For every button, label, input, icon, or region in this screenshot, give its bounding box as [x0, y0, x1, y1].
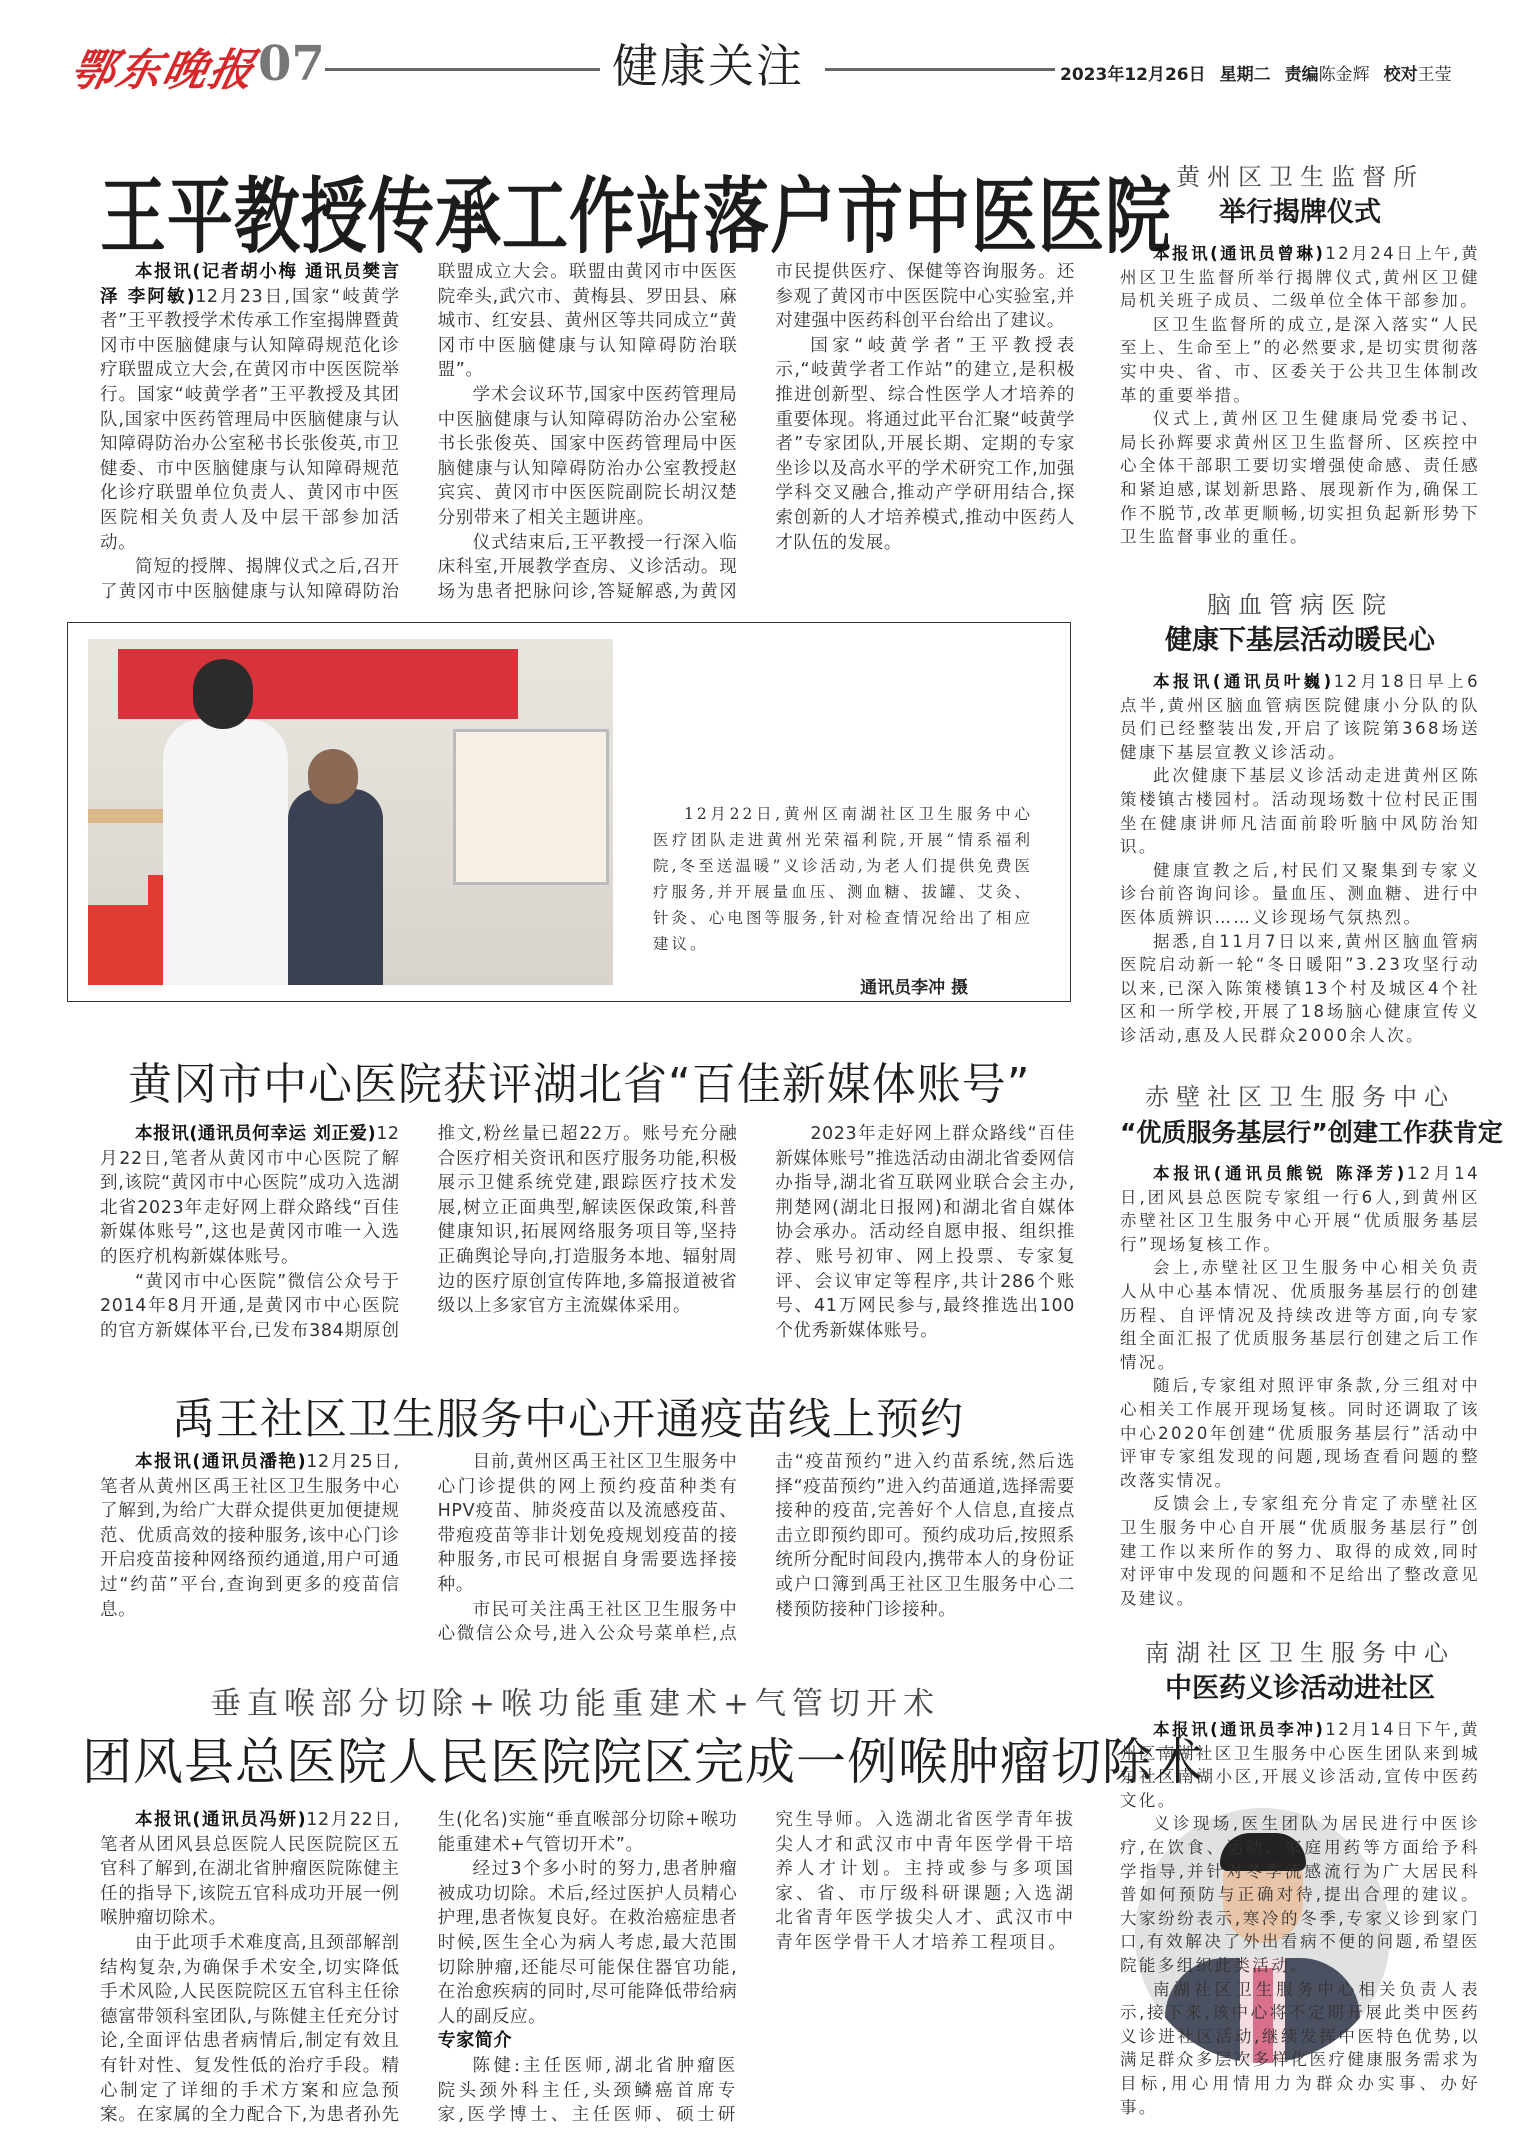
- sidebar-paragraph: 会上,赤壁社区卫生服务中心相关负责人从中心基本情况、优质服务基层行的创建历程、自评情况及持续改进等方面,向专家组全面汇报了优质服务基层行创建之后工作情况。: [1120, 1258, 1480, 1372]
- article2-paragraph: “黄冈市中心医院”微信公众号于2014年8月开通,是黄冈市中心医院的官方新媒体平台,已发布384期原创推文,粉丝量已超22万。账号充分融合医疗相关资讯和医疗服务功能,积极展示卫健系统党建,跟踪医疗技术发展,树立正面典型,解读医保政策,科普健康知识,拓展网络服务项目等,坚持正确舆论导向,打造服务本地、辐射周边的医疗原创宣传阵地,多篇报道被省级以上多家官方主流媒体采用。: [100, 1124, 738, 1341]
- sidebar-body: [1120, 670, 1480, 1048]
- article3-byline: 本报讯(通讯员潘艳): [135, 1452, 307, 1472]
- sidebar-paragraph: 仪式上,黄州区卫生健康局党委书记、局长孙辉要求黄州区卫生监督所、区疾控中心全体干部职工要切实增强使命感、责任感和紧迫感,谋划新思路、展现新作为,确保工作不脱节,改革更顺畅,切实担负起新形势下卫生监督事业的重任。: [1120, 409, 1480, 547]
- sidebar-byline: 本报讯(通讯员曾琳): [1153, 244, 1326, 263]
- sidebar-paragraph: 此次健康下基层义诊活动走进黄州区陈策楼镇古楼园村。活动现场数十位村民正围坐在健康讲师凡洁面前聆听脑中风防治知识。: [1120, 766, 1480, 857]
- article2-byline: 本报讯(通讯员何幸运 刘正爱): [135, 1124, 377, 1144]
- article2-paragraph: 2023年走好网上群众路线“百佳新媒体账号”推选活动由湖北省委网信办指导,湖北省互联网业联合会主办,荆楚网(湖北日报网)和湖北省自媒体协会承办。活动经自愿申报、组织推荐、账号初审、网上投票、专家复评、会议审定等程序,共计286个账号、41万网民参与,最终推选出100个优秀新媒体账号。: [775, 1124, 1075, 1341]
- article1-paragraph: 国家“岐黄学者”王平教授表示,“岐黄学者工作站”的建立,是积极推进创新型、综合性医学人才培养的重要体现。将通过此平台汇聚“岐黄学者”专家团队,开展长期、定期的专家坐诊以及高水平的学术研究工作,加强学科交叉融合,推动产学研用结合,探索创新的人才培养模式,推动中医药人才队伍的发展。: [775, 335, 1075, 553]
- sidebar-paragraph: 反馈会上,专家组充分肯定了赤壁社区卫生服务中心自开展“优质服务基层行”创建工作以来所作的努力、取得的成效,同时对评审中发现的问题和不足给出了整改意见及建议。: [1120, 1494, 1480, 1608]
- proofreader-credit: 校对王莹: [1383, 65, 1452, 85]
- article1-paragraph: 仪式结束后,王平教授一行深入临床科室,开展教学查房、义诊活动。现场为患者把脉问诊,答疑解惑,为黄冈市民提供医疗、保健等咨询服务。还参观了黄冈市中医医院中心实验室,并对建强中医药科创平台给出了建议。: [437, 262, 1075, 602]
- photo-feature: [67, 622, 1071, 1002]
- article3-paragraph: 目前,黄州区禹王社区卫生服务中心门诊提供的网上预约疫苗种类有HPV疫苗、肺炎疫苗以及流感疫苗、带疱疫苗等非计划免疫规划疫苗的接种服务,市民可根据自身需要选择接种。: [437, 1452, 738, 1595]
- sidebar-kicker: 南湖社区卫生服务中心: [1145, 1639, 1455, 1667]
- photo-caption: 12月22日,黄州区南湖社区卫生服务中心医疗团队走进黄州光荣福利院,开展“情系福利院,冬至送温暖”义诊活动,为老人们提供免费医疗服务,并开展量血压、测血糖、拔罐、艾灸、针灸、心电图等服务,针对检查情况给出了相应建议。: [653, 805, 1033, 953]
- sidebar-byline: 本报讯(通讯员熊锐 陈泽芳): [1153, 1164, 1407, 1183]
- weekday: 星期二: [1219, 65, 1271, 85]
- article2-paragraph: 本报讯(通讯员何幸运 刘正爱)12月22日,笔者从黄冈市中心医院了解到,该院“黄冈市中心医院”成功入选湖北省2023年走好网上群众路线“百佳新媒体账号”,这也是黄冈市唯一入选的医疗机构新媒体账号。: [100, 1124, 400, 1267]
- sidebar-body: [1120, 1718, 1480, 2119]
- article4-paragraph: 经过3个多小时的努力,患者肿瘤被成功切除。术后,经过医护人员精心护理,患者恢复良好。在救治癌症患者时候,医生全心为病人考虑,最大范围切除肿瘤,还能尽可能保住器官功能,在治愈疾病的同时,尽可能降低带给病人的副反应。: [437, 1859, 738, 2027]
- article1-headline: 王平教授传承工作站落户市中医医院: [100, 168, 1172, 265]
- sidebar-headline: 举行揭牌仪式: [1219, 197, 1381, 228]
- article1-paragraph: 本报讯(记者胡小梅 通讯员樊言泽 李阿敏)12月23日,国家“岐黄学者”王平教授学术传承工作室揭牌暨黄冈市中医脑健康与认知障碍规范化诊疗联盟成立大会,在黄冈市中医医院举行。国家“岐黄学者”王平教授及其团队,国家中医药管理局中医脑健康与认知障碍防治办公室秘书长张俊英,市卫健委、市中医脑健康与认知障碍规范化诊疗联盟单位负责人、黄冈市中医医院相关负责人及中层干部参加活动。: [100, 262, 400, 553]
- article4-byline: 本报讯(通讯员冯妍): [135, 1810, 307, 1830]
- article4-body: [100, 1808, 1075, 2138]
- header-rule-right: [825, 68, 1055, 71]
- sidebar-paragraph: 本报讯(通讯员李冲)12月14日下午,黄州区南湖社区卫生服务中心医生团队来到城东社区南湖小区,开展义诊活动,宣传中医药文化。: [1120, 1720, 1480, 1810]
- editor-credit: 责编陈金辉: [1284, 65, 1370, 85]
- sidebar-kicker: 黄州区卫生监督所: [1176, 163, 1424, 191]
- article3-paragraph: 本报讯(通讯员潘艳)12月25日,笔者从黄州区禹王社区卫生服务中心了解到,为给广大群众提供更加便捷规范、优质高效的接种服务,该中心门诊开启疫苗接种网络预约通道,用户可通过“约苗”平台,查询到更多的疫苗信息。: [100, 1452, 400, 1620]
- photo-doctor: [163, 719, 288, 985]
- newspaper-logo: 鄂东晚报: [65, 45, 261, 96]
- photo-stool: [88, 905, 148, 985]
- sidebar-body: [1120, 1162, 1480, 1610]
- sidebar-paragraph: 区卫生监督所的成立,是深入落实“人民至上、生命至上”的必然要求,是切实贯彻落实中央、省、市、区委关于公共卫生体制改革的重要举措。: [1120, 314, 1480, 405]
- article3-headline: 禹王社区卫生服务中心开通疫苗线上预约: [172, 1395, 964, 1445]
- photo-doctor-head: [193, 659, 253, 729]
- article4-paragraph: 本报讯(通讯员冯妍)12月22日,笔者从团风县总医院人民医院院区五官科了解到,在湖北省肿瘤医院陈健主任的指导下,该院五官科成功开展一例喉肿瘤切除术。: [100, 1810, 400, 1929]
- sidebar-story-chibi: [1120, 1080, 1503, 1610]
- article4-kicker: 垂直喉部分切除+喉功能重建术+气管切开术: [210, 1686, 940, 1722]
- photo-banner: [118, 649, 518, 719]
- article4-paragraph: 由于此项手术难度高,且颈部解剖结构复杂,为确保手术安全,切实降低手术风险,人民医院院区五官科主任徐德富带领科室团队,与陈健主任充分讨论,全面评估患者病情后,制定有效且有针对性、复发性低的治疗手段。精心制定了详细的手术方案和应急预案。在家属的全力配合下,为患者孙先生(化名)实施“垂直喉部分切除+喉功能重建术+气管切开术”。: [100, 1810, 738, 2126]
- photo-credit: 通讯员李冲 摄: [860, 978, 968, 998]
- sidebar-story-supervision: [1120, 160, 1480, 549]
- photo-patient: [288, 789, 383, 985]
- sidebar-headline: 健康下基层活动暖民心: [1165, 625, 1435, 656]
- sidebar-headline: 中医药义诊活动进社区: [1165, 1673, 1435, 1704]
- date: 2023年12月26日: [1060, 65, 1206, 85]
- sidebar-paragraph: 健康宣教之后,村民们又聚集到专家义诊台前咨询问诊。量血压、测血糖、进行中医体质辨识……义诊现场气氛热烈。: [1120, 860, 1480, 927]
- sidebar-headline: “优质服务基层行”创建工作获肯定: [1120, 1118, 1503, 1147]
- sidebar-byline: 本报讯(通讯员叶巍): [1153, 672, 1334, 691]
- sidebar-kicker: 赤壁社区卫生服务中心: [1145, 1083, 1455, 1111]
- article3-paragraph: 市民可关注禹王社区卫生服务中心微信公众号,进入公众号菜单栏,点击“疫苗预约”进入约苗系统,然后选择“疫苗预约”进入约苗通道,选择需要接种的疫苗,完善好个人信息,直接点击立即预约即可。预约成功后,按照系统所分配时间段内,携带本人的身份证或户口簿到禹王社区卫生服务中心二楼预防接种门诊接种。: [437, 1452, 1075, 1645]
- sidebar-story-nanhu: [1120, 1636, 1480, 2119]
- sidebar-paragraph: 随后,专家组对照评审条款,分三组对中心相关工作展开现场复核。同时还调取了该中心2020年创建“优质服务基层行”活动中评审专家组发现的问题,现场查看问题的整改落实情况。: [1120, 1376, 1480, 1490]
- sidebar-paragraph: 南湖社区卫生服务中心相关负责人表示,接下来,该中心将不定期开展此类中医药义诊进社区活动,继续发挥中医特色优势,以满足群众多层次多样化医疗健康服务需求为目标,用心用情用力为群众办实事、办好事。: [1120, 1979, 1480, 2117]
- sidebar-paragraph: 据悉,自11月7日以来,黄州区脑血管病医院启动新一轮“冬日暖阳”3.23攻坚行动以来,已深入陈策楼镇13个村及城区4个社区和一所学校,开展了18场脑心健康宣传义诊活动,惠及人民群众2000余人次。: [1120, 931, 1480, 1045]
- expert-profile: 陈健:主任医师,湖北省肿瘤医院头颈外科主任,头颈鳞癌首席专家,医学博士、主任医师、硕士研究生导师。入选湖北省医学青年拔尖人才和武汉市中青年医学骨干培养人才计划。主持或参与多项国家、省、市厅级科研课题;入选湖北省青年医学拔尖人才、武汉市中青年医学骨干人才培养工程项目。: [437, 1810, 1075, 2126]
- article1-paragraph: 简短的授牌、揭牌仪式之后,召开了黄冈市中医脑健康与认知障碍防治联盟成立大会。联盟由黄冈市中医医院牵头,武穴市、黄梅县、罗田县、麻城市、红安县、黄州区等共同成立“黄冈市中医脑健康与认知障碍防治联盟”。: [100, 262, 738, 602]
- sidebar-paragraph: 本报讯(通讯员曾琳)12月24日上午,黄州区卫生监督所举行揭牌仪式,黄州区卫健局机关班子成员、二级单位全体干部参加。: [1120, 244, 1480, 311]
- sidebar-body: [1120, 242, 1480, 549]
- article2-body: [100, 1122, 1075, 1343]
- sidebar-paragraph: 本报讯(通讯员熊锐 陈泽芳)12月14日,团风县总医院专家组一行6人,到黄州区赤壁社区卫生服务中心开展“优质服务基层行”现场复核工作。: [1120, 1164, 1480, 1254]
- article1-byline: 本报讯(记者胡小梅 通讯员樊言泽 李阿敏): [100, 262, 400, 307]
- sidebar-kicker: 脑血管病医院: [1207, 591, 1393, 619]
- sidebar-paragraph: 义诊现场,医生团队为居民进行中医诊疗,在饮食、运动、家庭用药等方面给予科学指导,并针对冬季流感流行为广大居民科普如何预防与正确对待,提出合理的建议。大家纷纷表示,寒冷的冬季,专家义诊到家门口,有效解决了外出看病不便的问题,希望医院能多组织此类活动。: [1120, 1814, 1480, 1975]
- sidebar-byline: 本报讯(通讯员李冲): [1153, 1720, 1326, 1739]
- article1-body: [100, 260, 1075, 604]
- expert-profile-heading: 专家简介: [437, 2030, 513, 2052]
- photo-poster-board: [453, 729, 609, 885]
- section-title: 健康关注: [612, 39, 804, 93]
- sidebar-paragraph: 本报讯(通讯员叶巍)12月18日早上6点半,黄州区脑血管病医院健康小分队的队员们已经整装出发,开启了该院第368场送健康下基层宣教义诊活动。: [1120, 672, 1480, 762]
- page-number: 07: [258, 36, 325, 92]
- article1-paragraph: 学术会议环节,国家中医药管理局中医脑健康与认知障碍防治办公室秘书长张俊英、国家中医药管理局中医脑健康与认知障碍防治办公室教授赵宾宾、黄冈市中医医院副院长胡汉楚分别带来了相关主题讲座。: [437, 384, 738, 528]
- clinic-photo: [88, 639, 613, 985]
- article3-body: [100, 1450, 1075, 1647]
- header-rule-left: [325, 68, 600, 71]
- photo-patient-head: [308, 749, 358, 804]
- sidebar-story-cerebrovascular: [1120, 588, 1480, 1048]
- article4-headline: 团风县总医院人民医院院区完成一例喉肿瘤切除术: [82, 1733, 1204, 1791]
- dateline: [1060, 60, 1466, 85]
- article2-headline: 黄冈市中心医院获评湖北省“百佳新媒体账号”: [128, 1059, 1031, 1110]
